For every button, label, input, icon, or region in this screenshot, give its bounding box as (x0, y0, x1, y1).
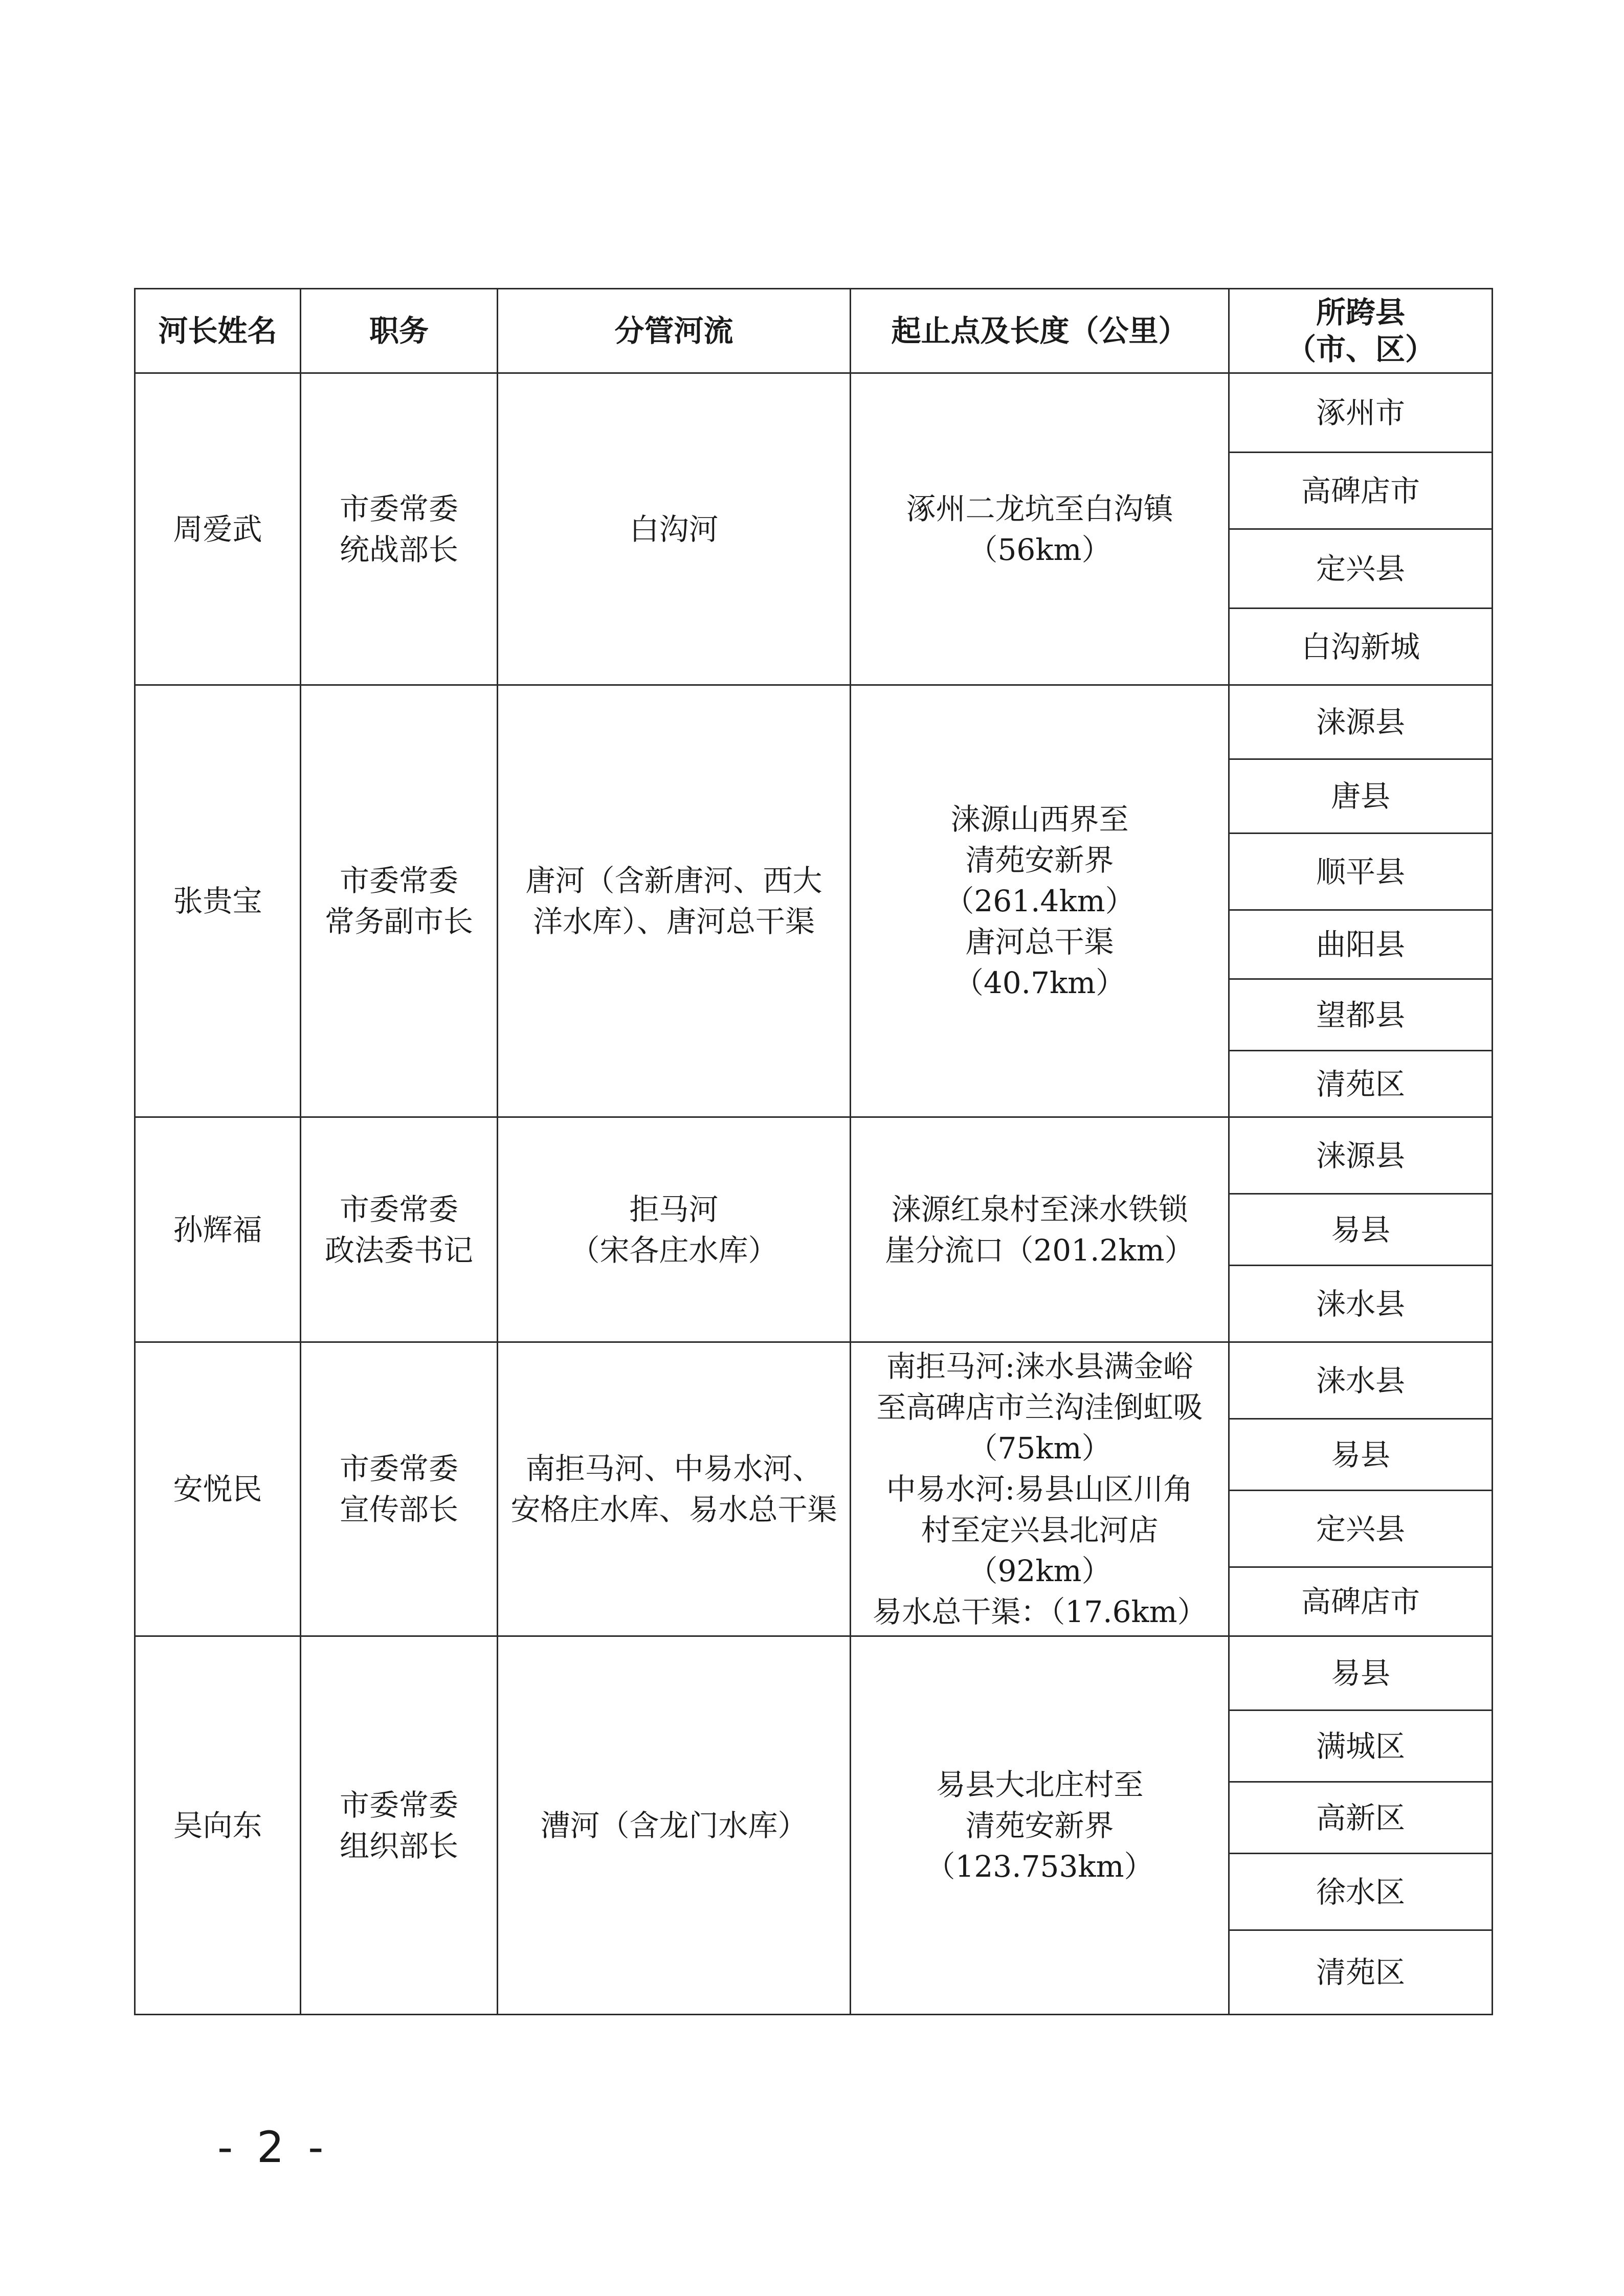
county-cell: 顺平县 (1229, 834, 1493, 910)
range-cell-line: 崖分流口（201.2km） (885, 1232, 1194, 1268)
table-row (135, 685, 1493, 759)
range-cell-line: （75km） (968, 1431, 1111, 1466)
range-cell-line: （261.4km） (944, 884, 1135, 918)
river-cell-line: 安格庄水库、易水总干渠 (510, 1492, 837, 1527)
range-cell-line: （40.7km） (953, 965, 1126, 1000)
position-cell (301, 1342, 498, 1636)
river-cell-line: 白沟河 (629, 511, 719, 547)
county-cell: 涿州市 (1229, 373, 1493, 453)
position-cell (301, 1117, 498, 1342)
river-cell (498, 685, 851, 1117)
header-county-line1: 所跨县 (1316, 295, 1405, 330)
position-cell-line: 统战部长 (339, 532, 458, 567)
river-cell (498, 1342, 851, 1636)
range-cell (851, 1342, 1229, 1636)
river-cell-line: 南拒马河、中易水河、 (525, 1451, 822, 1486)
header-river: 分管河流 (498, 289, 851, 373)
position-cell (301, 1636, 498, 2015)
range-cell-line: 至高碑店市兰沟洼倒虹吸 (876, 1390, 1203, 1425)
county-cell: 清苑区 (1229, 1051, 1493, 1117)
position-cell-line: 市委常委 (339, 491, 458, 526)
county-cell: 清苑区 (1229, 1930, 1493, 2015)
position-cell-line: 市委常委 (339, 1191, 458, 1227)
table-row (135, 373, 1493, 453)
table-row (135, 1636, 1493, 1710)
table-row (135, 1342, 1493, 1419)
page-number: - 2 - (217, 2122, 329, 2172)
header-range: 起止点及长度（公里） (851, 289, 1229, 373)
range-cell-line: 村至定兴县北河店 (921, 1513, 1159, 1547)
range-cell-line: 易县大北庄村至 (936, 1767, 1144, 1802)
range-cell (851, 1636, 1229, 2015)
range-cell-line: 易水总干渠：（17.6km） (872, 1594, 1207, 1629)
header-county (1229, 289, 1493, 373)
position-cell-line: 市委常委 (339, 1451, 458, 1486)
river-cell (498, 373, 851, 685)
chief-name-cell: 周爱武 (135, 373, 301, 685)
position-cell (301, 685, 498, 1117)
county-cell: 满城区 (1229, 1710, 1493, 1782)
chief-name-cell: 安悦民 (135, 1342, 301, 1636)
river-cell-line: 漕河（含龙门水库） (540, 1808, 808, 1843)
table-row (135, 1117, 1493, 1194)
table-header-row (135, 289, 1493, 373)
river-cell-line: 拒马河 (629, 1191, 719, 1227)
county-cell: 涞水县 (1229, 1342, 1493, 1419)
county-cell: 高新区 (1229, 1782, 1493, 1854)
river-cell-line: （宋各庄水库） (570, 1232, 778, 1268)
range-cell-line: （123.753km） (925, 1849, 1154, 1884)
range-cell-line: 涿州二龙坑至白沟镇 (906, 491, 1173, 526)
county-cell: 易县 (1229, 1419, 1493, 1491)
position-cell-line: 宣传部长 (339, 1492, 458, 1527)
county-cell: 易县 (1229, 1194, 1493, 1266)
chief-name-cell: 张贵宝 (135, 685, 301, 1117)
position-cell (301, 373, 498, 685)
position-cell-line: 常务副市长 (324, 904, 473, 939)
position-cell-line: 组织部长 (339, 1828, 458, 1863)
chief-name-cell: 孙辉福 (135, 1117, 301, 1342)
range-cell-line: （92km） (968, 1554, 1111, 1588)
county-cell: 涞源县 (1229, 1117, 1493, 1194)
county-cell: 高碑店市 (1229, 1567, 1493, 1636)
county-cell: 徐水区 (1229, 1854, 1493, 1930)
county-cell: 定兴县 (1229, 529, 1493, 609)
river-cell-line: 唐河（含新唐河、西大 (525, 863, 822, 898)
range-cell-line: 南拒马河:涞水县满金峪 (886, 1349, 1193, 1384)
range-cell (851, 685, 1229, 1117)
header-position: 职务 (301, 289, 498, 373)
range-cell-line: 唐河总干渠 (965, 925, 1114, 959)
range-cell-line: 清苑安新界 (965, 843, 1114, 877)
header-name: 河长姓名 (135, 289, 301, 373)
range-cell-line: 清苑安新界 (965, 1808, 1114, 1843)
range-cell (851, 1117, 1229, 1342)
river-cell (498, 1636, 851, 2015)
position-cell-line: 市委常委 (339, 863, 458, 898)
river-cell-line: 洋水库）、唐河总干渠 (532, 904, 815, 939)
county-cell: 曲阳县 (1229, 910, 1493, 979)
county-cell: 定兴县 (1229, 1491, 1493, 1567)
river-chief-table (134, 288, 1493, 2015)
range-cell-line: 涞源红泉村至涞水铁锁 (891, 1191, 1188, 1227)
county-cell: 涞水县 (1229, 1266, 1493, 1342)
range-cell (851, 373, 1229, 685)
position-cell-line: 市委常委 (339, 1787, 458, 1822)
range-cell-line: 涞源山西界至 (950, 802, 1129, 837)
county-cell: 涞源县 (1229, 685, 1493, 759)
range-cell-line: （56km） (968, 532, 1111, 567)
river-cell (498, 1117, 851, 1342)
county-cell: 望都县 (1229, 979, 1493, 1051)
range-cell-line: 中易水河:易县山区川角 (886, 1472, 1193, 1506)
header-county-line2: （市、区） (1286, 332, 1435, 367)
county-cell: 唐县 (1229, 759, 1493, 834)
position-cell-line: 政法委书记 (324, 1232, 473, 1268)
county-cell: 高碑店市 (1229, 453, 1493, 529)
county-cell: 白沟新城 (1229, 609, 1493, 685)
chief-name-cell: 吴向东 (135, 1636, 301, 2015)
county-cell: 易县 (1229, 1636, 1493, 1710)
